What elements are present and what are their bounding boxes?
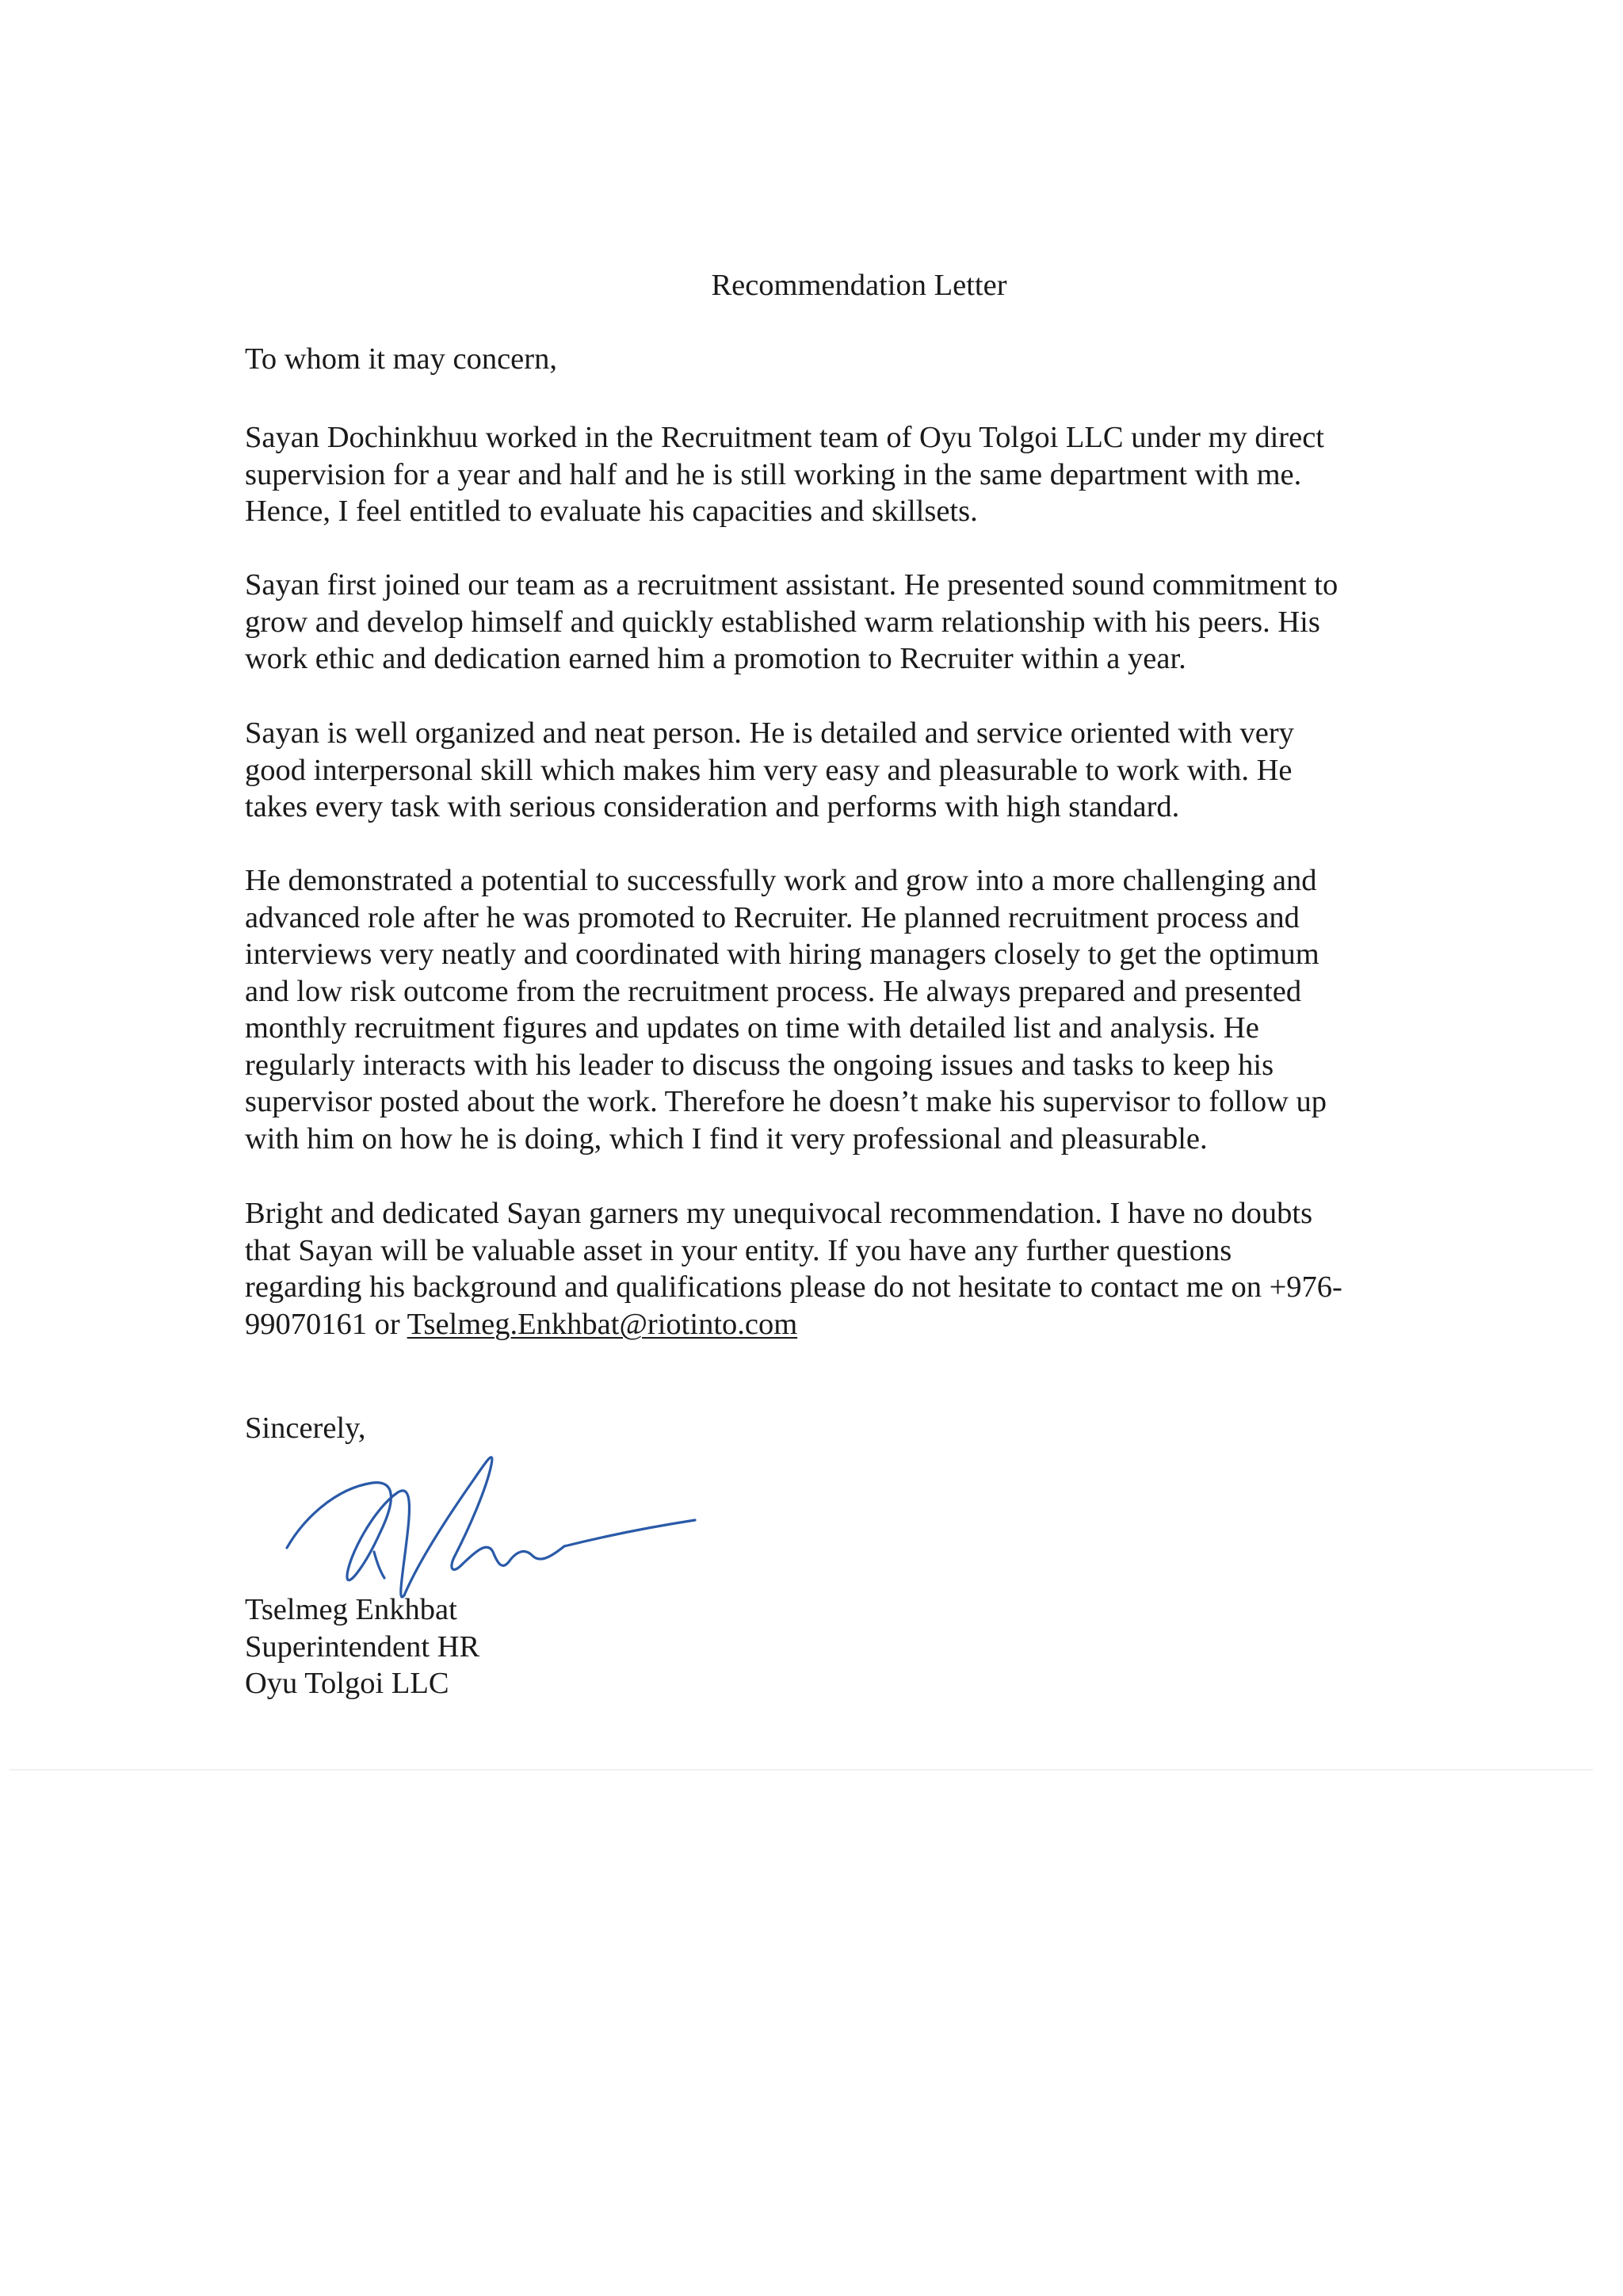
paragraph-line: supervision for a year and half and he is still working in the same department with me.	[245, 457, 1302, 491]
paragraph-line: regarding his background and qualifications please do not hesitate to contact me on +976-	[245, 1270, 1342, 1304]
paragraph-line: regularly interacts with his leader to discuss the ongoing issues and tasks to keep his	[245, 1048, 1274, 1082]
paragraph-line: interviews very neatly and coordinated with hiring managers closely to get the optimum	[245, 938, 1319, 971]
paragraph-5	[245, 1195, 1418, 1343]
paragraph-3	[245, 715, 1418, 826]
paragraph-line: and low risk outcome from the recruitment process. He always prepared and presented	[245, 974, 1302, 1008]
letter-title: Recommendation Letter	[711, 269, 1007, 302]
salutation: To whom it may concern,	[245, 342, 557, 376]
paragraph-2	[245, 567, 1418, 678]
closing: Sincerely,	[245, 1412, 366, 1445]
paragraph-line: work ethic and dedication earned him a promotion to Recruiter within a year.	[245, 642, 1186, 675]
paragraph-4	[245, 862, 1418, 1157]
paragraph-line: that Sayan will be valuable asset in your entity. If you have any further questions	[245, 1233, 1232, 1267]
paragraph-line-last	[245, 1306, 1418, 1343]
paragraph-line: He demonstrated a potential to successfully work and grow into a more challenging and	[245, 864, 1317, 897]
signer-name: Tselmeg Enkhbat	[245, 1593, 457, 1626]
paragraph-line: advanced role after he was promoted to Recruiter. He planned recruitment process and	[245, 900, 1300, 934]
paragraph-line: supervisor posted about the work. Therefore he doesn’t make his supervisor to follow up	[245, 1085, 1327, 1118]
paragraph-1	[245, 419, 1418, 530]
paragraph-line: grow and develop himself and quickly established warm relationship with his peers. His	[245, 605, 1320, 639]
paragraph-line: Sayan Dochinkhuu worked in the Recruitment team of Oyu Tolgoi LLC under my direct	[245, 421, 1324, 454]
paragraph-line: Bright and dedicated Sayan garners my unequivocal recommendation. I have no doubts	[245, 1197, 1313, 1230]
paragraph-line: with him on how he is doing, which I find it very professional and pleasurable.	[245, 1121, 1208, 1156]
signer-company: Oyu Tolgoi LLC	[245, 1667, 449, 1700]
paragraph-line: Hence, I feel entitled to evaluate his capacities and skillsets.	[245, 495, 978, 528]
signer-position: Superintendent HR	[245, 1629, 480, 1664]
paragraph-line: good interpersonal skill which makes him very easy and pleasurable to work with. He	[245, 753, 1293, 787]
paragraph-line: Sayan first joined our team as a recruitment assistant. He presented sound commitment to	[245, 568, 1338, 602]
page-footer-divider	[10, 1769, 1593, 1771]
email-link[interactable]: Tselmeg.Enkhbat@riotinto.com	[407, 1307, 798, 1341]
paragraph-line: Sayan is well organized and neat person. He is detailed and service oriented with very	[245, 716, 1294, 750]
paragraph-line: takes every task with serious consideration and performs with high standard.	[245, 790, 1180, 823]
phone-number-suffix: 99070161 or	[245, 1307, 407, 1341]
handwritten-signature	[279, 1445, 703, 1622]
paragraph-line: monthly recruitment figures and updates on time with detailed list and analysis. He	[245, 1011, 1259, 1045]
